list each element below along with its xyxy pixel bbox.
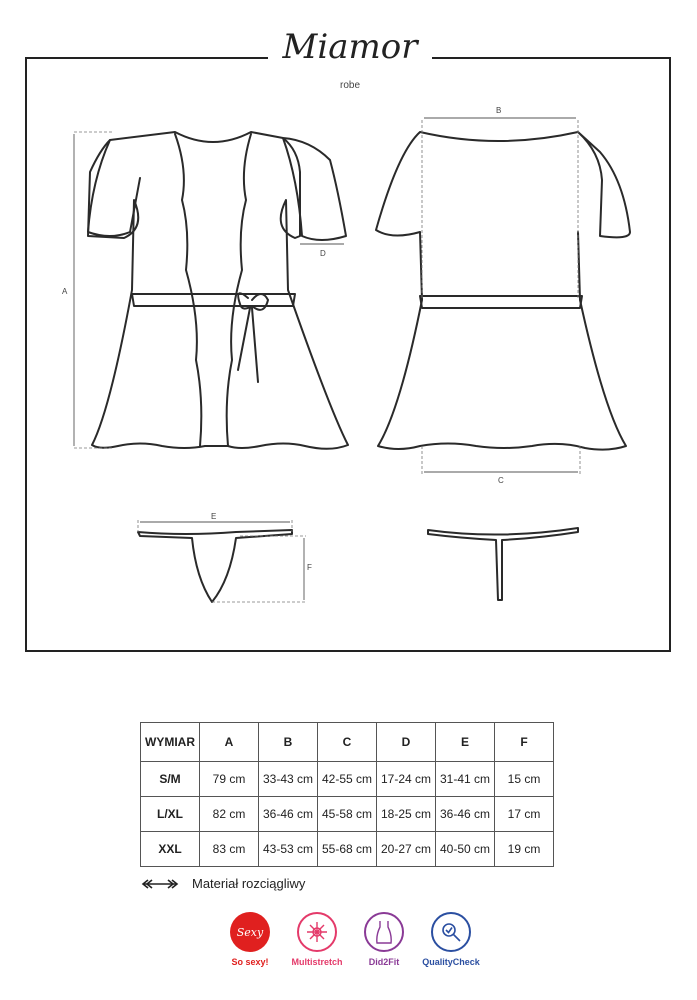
stretch-legend-label: Materiał rozciągliwy xyxy=(192,876,306,891)
dim-b-label: B xyxy=(496,106,502,115)
table-cell: 42-55 cm xyxy=(318,762,377,797)
table-row xyxy=(141,797,554,832)
header-cell: A xyxy=(200,723,259,762)
front-opening-left xyxy=(175,134,201,446)
table-cell: 82 cm xyxy=(200,797,259,832)
dim-d-label: D xyxy=(320,249,326,258)
sexy-heart-icon xyxy=(230,912,270,952)
size-table xyxy=(140,722,554,867)
table-cell: 19 cm xyxy=(495,832,554,867)
dim-c-label: C xyxy=(498,476,504,485)
header-cell: E xyxy=(436,723,495,762)
badge-quality-check xyxy=(416,912,486,967)
header-cell: B xyxy=(259,723,318,762)
table-cell: 83 cm xyxy=(200,832,259,867)
front-opening-right xyxy=(227,134,251,446)
badge-sexy-label: So sexy! xyxy=(231,957,269,967)
header-cell: F xyxy=(495,723,554,762)
badge-multistretch xyxy=(282,912,352,967)
badge-did2fit-label: Did2Fit xyxy=(368,957,400,967)
front-bow xyxy=(238,293,268,310)
front-waistband xyxy=(132,294,295,306)
stretch-arrow-icon xyxy=(140,878,180,890)
size-name-cell: S/M xyxy=(141,762,200,797)
badge-quality-check-label: QualityCheck xyxy=(422,957,480,967)
front-bow-tie-1 xyxy=(238,308,250,370)
stretch-legend xyxy=(140,876,305,891)
brand-logo: Miamor xyxy=(282,27,418,67)
badge-did2fit xyxy=(349,912,419,967)
table-cell: 31-41 cm xyxy=(436,762,495,797)
table-cell: 33-43 cm xyxy=(259,762,318,797)
dim-f-label: F xyxy=(307,563,312,572)
table-row xyxy=(141,762,554,797)
table-cell: 17 cm xyxy=(495,797,554,832)
table-cell: 20-27 cm xyxy=(377,832,436,867)
badge-sexy xyxy=(215,912,285,967)
table-cell: 18-25 cm xyxy=(377,797,436,832)
feature-badges xyxy=(215,912,485,982)
multistretch-icon xyxy=(297,912,337,952)
table-cell: 40-50 cm xyxy=(436,832,495,867)
badge-multistretch-label: Multistretch xyxy=(291,957,343,967)
product-subtitle: robe xyxy=(339,80,360,91)
table-cell: 17-24 cm xyxy=(377,762,436,797)
table-cell: 79 cm xyxy=(200,762,259,797)
table-cell: 55-68 cm xyxy=(318,832,377,867)
front-right-sleeve xyxy=(283,138,346,240)
table-cell: 15 cm xyxy=(495,762,554,797)
table-cell: 36-46 cm xyxy=(259,797,318,832)
front-bow-tie-2 xyxy=(252,308,258,382)
front-left-sleeve xyxy=(88,140,140,236)
header-cell: D xyxy=(377,723,436,762)
dim-e-label: E xyxy=(211,512,217,521)
thong-back xyxy=(428,528,578,600)
front-robe-outline xyxy=(88,132,348,449)
table-cell: 43-53 cm xyxy=(259,832,318,867)
back-robe-outline xyxy=(376,132,630,450)
dim-a-label: A xyxy=(62,287,68,296)
header-cell: WYMIAR xyxy=(141,723,200,762)
header-cell: C xyxy=(318,723,377,762)
table-cell: 36-46 cm xyxy=(436,797,495,832)
size-table-header xyxy=(141,723,554,762)
thong-front xyxy=(138,530,292,602)
badge-sexy-circle-text: Sexy xyxy=(236,925,264,939)
quality-check-icon xyxy=(431,912,471,952)
did2fit-dress-icon xyxy=(364,912,404,952)
table-cell: 45-58 cm xyxy=(318,797,377,832)
table-row xyxy=(141,832,554,867)
size-name-cell: L/XL xyxy=(141,797,200,832)
back-waistband xyxy=(420,296,582,308)
size-name-cell: XXL xyxy=(141,832,200,867)
